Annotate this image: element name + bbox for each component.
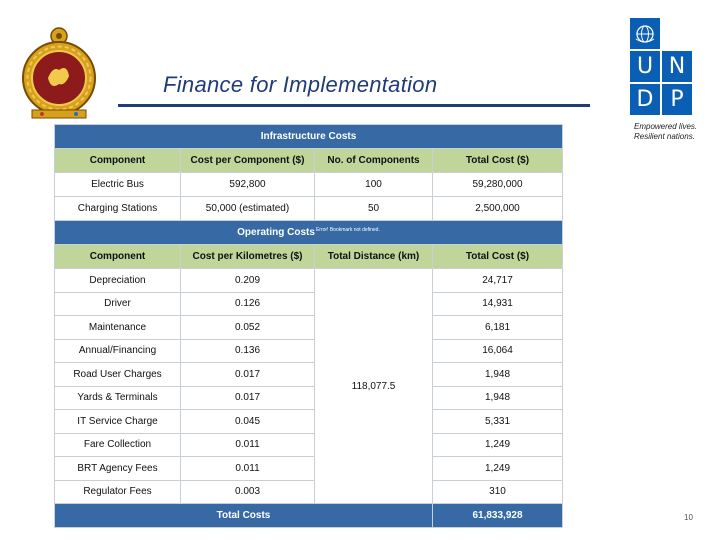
total-cost-cell: 59,280,000 [433,173,563,197]
total-distance-cell: 118,077.5 [315,269,433,504]
table-row [55,197,563,221]
undp-tagline-line-1: Empowered lives. [634,122,698,131]
cost-per-km-cell: 0.126 [181,292,315,316]
quantity-cell: 100 [315,173,433,197]
undp-blank-cell [662,18,692,49]
component-cell: Electric Bus [55,173,181,197]
table-row [55,433,563,457]
cost-per-km-cell: 0.209 [181,269,315,293]
column-header: Total Cost ($) [433,245,563,269]
total-cost-cell: 6,181 [433,316,563,340]
page-number: 10 [684,513,693,522]
infrastructure-header-row [55,149,563,173]
total-costs-value: 61,833,928 [433,504,563,528]
column-header: Component [55,149,181,173]
total-cost-cell: 1,249 [433,457,563,481]
undp-tagline-line-2: Resilient nations. [634,132,695,141]
total-cost-cell: 14,931 [433,292,563,316]
total-cost-cell: 1,948 [433,363,563,387]
table-row [55,269,563,293]
table-row [55,173,563,197]
table-row [55,457,563,481]
quantity-cell: 50 [315,197,433,221]
component-cell: Annual/Financing [55,339,181,363]
component-cell: Charging Stations [55,197,181,221]
component-cell: IT Service Charge [55,410,181,434]
table-row [55,410,563,434]
component-cell: BRT Agency Fees [55,457,181,481]
table-row [55,339,563,363]
column-header: Total Cost ($) [433,149,563,173]
total-cost-cell: 24,717 [433,269,563,293]
bookmark-error-note: Error! Bookmark not defined. [315,227,380,233]
component-cell: Yards & Terminals [55,386,181,410]
column-header: Component [55,245,181,269]
cost-cell: 50,000 (estimated) [181,197,315,221]
cost-table [54,124,563,528]
operating-header-row [55,245,563,269]
total-cost-cell: 1,948 [433,386,563,410]
undp-letter-d: D [630,84,660,115]
undp-letter-u: U [630,51,660,82]
operating-band-row [55,221,563,245]
total-costs-row [55,504,563,528]
total-cost-cell: 310 [433,480,563,504]
infrastructure-band-title: Infrastructure Costs [55,125,563,149]
table-row [55,363,563,387]
column-header: No. of Components [315,149,433,173]
table-row [55,480,563,504]
component-cell: Regulator Fees [55,480,181,504]
table-row [55,292,563,316]
total-cost-cell: 2,500,000 [433,197,563,221]
undp-letter-n: N [662,51,692,82]
cost-per-km-cell: 0.003 [181,480,315,504]
total-cost-cell: 5,331 [433,410,563,434]
title-underline [118,104,590,107]
undp-tagline [634,122,714,142]
undp-letter-p: P [662,84,692,115]
total-cost-cell: 16,064 [433,339,563,363]
cost-cell: 592,800 [181,173,315,197]
cost-per-km-cell: 0.017 [181,386,315,410]
cost-per-km-cell: 0.052 [181,316,315,340]
cost-per-km-cell: 0.011 [181,457,315,481]
column-header: Total Distance (km) [315,245,433,269]
component-cell: Maintenance [55,316,181,340]
column-header: Cost per Component ($) [181,149,315,173]
component-cell: Driver [55,292,181,316]
operating-band-cell [55,221,563,245]
infrastructure-band-row [55,125,563,149]
undp-globe-icon [630,18,660,49]
cost-per-km-cell: 0.011 [181,433,315,457]
column-header: Cost per Kilometres ($) [181,245,315,269]
cost-per-km-cell: 0.045 [181,410,315,434]
undp-logo [630,18,692,116]
sri-lanka-emblem-icon [18,18,100,122]
slide-title: Finance for Implementation [163,72,438,97]
cost-per-km-cell: 0.017 [181,363,315,387]
total-cost-cell: 1,249 [433,433,563,457]
component-cell: Fare Collection [55,433,181,457]
table-row [55,386,563,410]
component-cell: Road User Charges [55,363,181,387]
table-row [55,316,563,340]
operating-band-title: Operating Costs [237,227,315,238]
cost-per-km-cell: 0.136 [181,339,315,363]
total-costs-label: Total Costs [55,504,433,528]
component-cell: Depreciation [55,269,181,293]
